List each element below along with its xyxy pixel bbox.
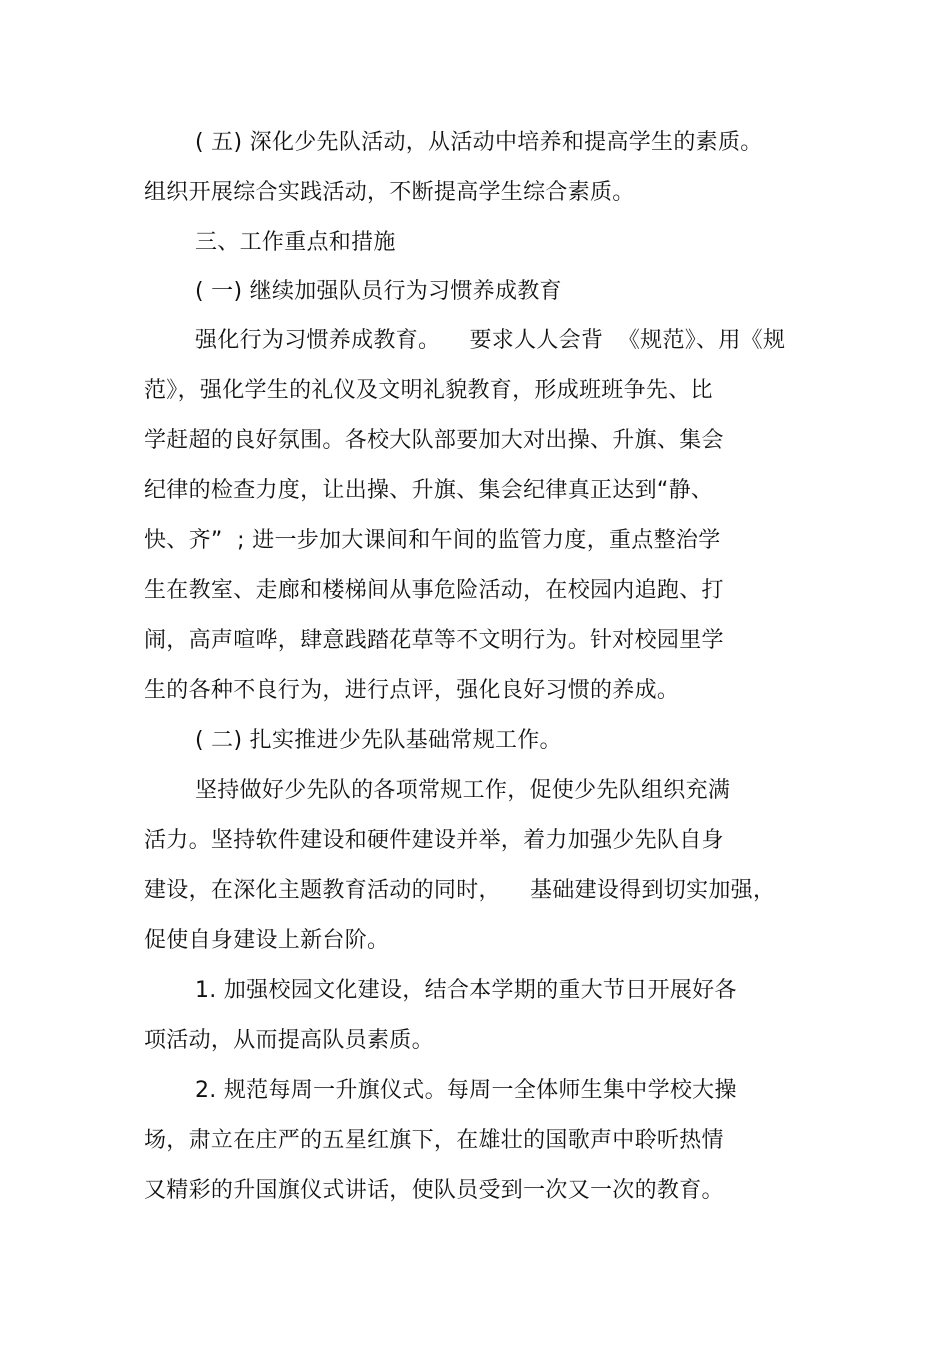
paragraph-line: 范》，强化学生的礼仪及文明礼貌教育，形成班班争先、比 xyxy=(144,378,713,403)
section-heading: 三、工作重点和措施 xyxy=(195,230,396,255)
list-item-line: 1. 加强校园文化建设，结合本学期的重大节日开展好各 xyxy=(195,978,737,1003)
subsection-heading: ( 一) 继续加强队员行为习惯养成教育 xyxy=(195,279,562,304)
subsection-heading: ( 二) 扎实推进少先队基础常规工作。 xyxy=(195,728,562,753)
list-item-line: 2. 规范每周一升旗仪式。每周一全体师生集中学校大操 xyxy=(195,1078,737,1103)
paragraph-line: 纪律的检查力度，让出操、升旗、集会纪律真正达到“静、 xyxy=(144,478,714,503)
paragraph-line: 坚持做好少先队的各项常规工作，促使少先队组织充满 xyxy=(195,778,731,803)
list-item-line: 又精彩的升国旗仪式讲话，使队员受到一次又一次的教育。 xyxy=(144,1178,724,1203)
paragraph-line: 生在教室、走廊和楼梯间从事危险活动，在校园内追跑、打 xyxy=(144,578,724,603)
paragraph-line: 学赶超的良好氛围。各校大队部要加大对出操、升旗、集会 xyxy=(144,428,724,453)
list-item-line: 项活动，从而提高队员素质。 xyxy=(144,1028,434,1053)
paragraph-line: 强化行为习惯养成教育。 要求人人会背 《规范》、用《规 xyxy=(195,328,786,353)
paragraph-line: ( 五) 深化少先队活动，从活动中培养和提高学生的素质。 xyxy=(195,130,763,155)
paragraph-line: 组织开展综合实践活动，不断提高学生综合素质。 xyxy=(144,180,635,205)
paragraph-line: 建设，在深化主题教育活动的同时， 基础建设得到切实加强， xyxy=(144,878,776,903)
paragraph-line: 活力。坚持软件建设和硬件建设并举，着力加强少先队自身 xyxy=(144,828,724,853)
paragraph-line: 生的各种不良行为，进行点评，强化良好习惯的养成。 xyxy=(144,678,680,703)
list-item-line: 场，肃立在庄严的五星红旗下，在雄壮的国歌声中聆听热情 xyxy=(144,1128,724,1153)
paragraph-line: 闹，高声喧哗，肆意践踏花草等不文明行为。针对校园里学 xyxy=(144,628,724,653)
paragraph-line: 促使自身建设上新台阶。 xyxy=(144,928,390,953)
paragraph-line: 快、齐” ; 进一步加大课间和午间的监管力度，重点整治学 xyxy=(144,528,721,553)
